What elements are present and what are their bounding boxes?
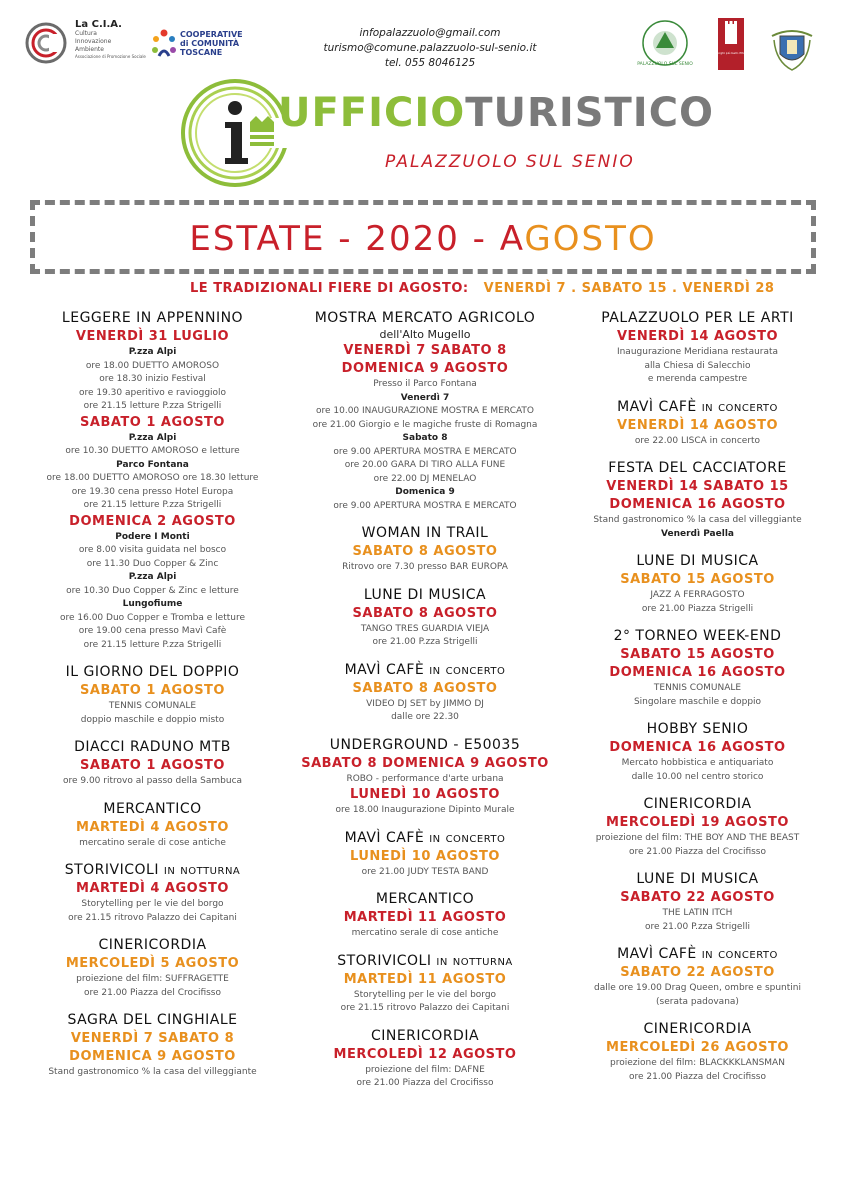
event-detail: ore 21.00 P.zza Strigelli [372, 637, 478, 647]
event-detail: TENNIS COMUNALE [653, 683, 742, 693]
event-detail: ore 21.15 letture P.zza Strigelli [83, 500, 222, 510]
event-detail: ore 18.00 DUETTO AMOROSO [85, 360, 220, 371]
event-block [565, 308, 830, 387]
event-detail: dalle ore 19.00 Drag Queen, ombre e spuntini [594, 983, 801, 993]
event-detail: ore 10.30 DUETTO AMOROSO e letture [65, 446, 240, 456]
event-detail: TENNIS COMUNALE [108, 701, 197, 711]
event-title: MAVÌ CAFÈ in concerto [344, 661, 506, 678]
fiere-dates: VENERDÌ 7 . SABATO 15 . VENERDÌ 28 [483, 281, 775, 296]
cia-logo [25, 20, 165, 70]
event-detail: ore 21.00 Piazza del Crocifisso [356, 1078, 494, 1088]
event-venue: P.zza Alpi [128, 347, 177, 357]
event-title: 2° TORNEO WEEK-END [613, 628, 782, 644]
event-detail: mercatino serale di cose antiche [351, 928, 499, 938]
events-column-2 [290, 308, 560, 1101]
event-date: SABATO 22 AGOSTO [620, 890, 775, 905]
event-date: SABATO 22 AGOSTO [620, 965, 775, 980]
event-detail: dalle 10.00 nel centro storico [631, 771, 764, 782]
event-title: UNDERGROUND - E50035 [329, 736, 521, 753]
event-title: PALAZZUOLO PER LE ARTI [601, 310, 794, 326]
event-date: MERCOLEDÌ 12 AGOSTO [333, 1046, 517, 1062]
event-detail: ore 19.30 cena presso Hotel Europa [71, 486, 234, 497]
event-date: SABATO 1 AGOSTO [80, 683, 225, 698]
event-block [565, 458, 830, 541]
event-title: CINERICORDIA [370, 1027, 480, 1044]
event-block [20, 799, 285, 851]
event-title: CINERICORDIA [643, 1021, 752, 1037]
event-date: SABATO 8 AGOSTO [352, 605, 498, 621]
event-detail: ore 20.00 GARA DI TIRO ALLA FUNE [344, 460, 506, 470]
event-venue: Venerdì 7 [400, 392, 450, 403]
banner-title-part2: GOSTO [524, 219, 657, 259]
event-title: CINERICORDIA [643, 796, 752, 812]
event-venue: Lungofiume [122, 599, 183, 609]
event-detail: ore 21.00 Piazza Strigelli [641, 603, 754, 614]
event-title: CINERICORDIA [98, 937, 207, 953]
event-block [290, 735, 560, 818]
event-block [565, 794, 830, 859]
event-detail: ore 9.00 APERTURA MOSTRA E MERCATO [333, 446, 517, 457]
event-block [290, 828, 560, 880]
event-date: MERCOLEDÌ 26 AGOSTO [606, 1040, 789, 1055]
event-title: STORIVICOLI in notturna [64, 862, 241, 878]
event-detail: proiezione del film: SUFFRAGETTE [76, 974, 229, 984]
coop-line1: COOPERATIVE [180, 30, 243, 39]
event-detail: (serata padovana) [656, 996, 739, 1007]
event-date: DOMENICA 2 AGOSTO [69, 513, 236, 529]
event-detail: ore 22.00 DJ MENELAO [373, 473, 477, 484]
event-block [290, 585, 560, 650]
events-column-1 [20, 308, 285, 1090]
event-date: VENERDÌ 31 LUGLIO [75, 329, 230, 344]
banner-title [35, 219, 811, 259]
event-detail: dalle ore 22.30 [391, 712, 459, 722]
cia-circle-icon [25, 22, 67, 64]
event-block [290, 889, 560, 941]
event-date: SABATO 8 AGOSTO [352, 680, 498, 696]
contacts [300, 26, 560, 71]
event-block [565, 944, 830, 1009]
brand-logo [180, 78, 715, 188]
event-date: VENERDÌ 7 SABATO 8 [343, 343, 507, 358]
event-detail: Storytelling per le vie del borgo [353, 989, 497, 1000]
event-detail: ore 9.00 ritrovo al passo della Sambuca [62, 776, 243, 786]
event-detail: ore 21.15 ritrovo Palazzo dei Capitani [68, 912, 237, 923]
contact-phone: tel. 055 8046125 [384, 57, 476, 69]
event-date: SABATO 15 AGOSTO [620, 647, 775, 662]
event-date: SABATO 8 DOMENICA 9 AGOSTO [301, 755, 549, 771]
event-detail: ore 21.15 letture P.zza Strigelli [83, 401, 222, 411]
event-detail: ore 10.30 Duo Copper & Zinc e letture [66, 585, 239, 596]
fiere-label: LE TRADIZIONALI FIERE DI AGOSTO: [190, 281, 469, 296]
event-detail: VIDEO DJ SET by JIMMO DJ [366, 698, 484, 709]
event-date: MERCOLEDÌ 19 AGOSTO [606, 815, 789, 830]
event-date: SABATO 8 AGOSTO [352, 544, 498, 559]
event-detail: ore 22.00 LISCA in concerto [634, 435, 761, 446]
event-date: MARTEDÌ 4 AGOSTO [76, 881, 229, 896]
event-date: DOMENICA 9 AGOSTO [69, 1049, 236, 1064]
event-detail: ore 21.15 ritrovo Palazzo dei Capitani [340, 1003, 510, 1013]
event-date: DOMENICA 16 AGOSTO [609, 665, 786, 680]
event-venue: Podere I Monti [115, 531, 190, 542]
event-detail: proiezione del film: THE BOY AND THE BEAST [595, 833, 800, 843]
event-detail: ore 21.00 JUDY TESTA BAND [361, 866, 489, 877]
event-detail: e merenda campestre [647, 374, 748, 384]
event-detail: ore 19.30 aperitivo e ravioggiolo [78, 387, 227, 398]
event-block [565, 869, 830, 934]
event-block [20, 737, 285, 789]
event-subtitle: dell'Alto Mugello [379, 328, 471, 341]
coop-people-icon [150, 28, 178, 60]
borghi-text: I Borghi più belli d'Italia [713, 51, 749, 55]
event-detail: Inaugurazione Meridiana restaurata [616, 347, 779, 357]
event-detail: ore 18.30 inizio Festival [99, 374, 206, 384]
event-block [290, 523, 560, 575]
event-block [565, 1019, 830, 1084]
event-block [20, 860, 285, 925]
contact-email-2[interactable]: turismo@comune.palazzuolo-sul-senio.it [323, 42, 537, 54]
event-venue: Parco Fontana [116, 459, 189, 470]
event-date: VENERDÌ 14 SABATO 15 [606, 479, 789, 494]
event-title: MAVÌ CAFÈ in concerto [617, 946, 778, 962]
contact-email-1[interactable]: infopalazzuolo@gmail.com [359, 27, 501, 39]
event-detail: ore 21.00 P.zza Strigelli [645, 921, 750, 932]
event-date: MARTEDÌ 11 AGOSTO [343, 910, 507, 925]
event-title: HOBBY SENIO [646, 721, 749, 737]
palazzuolo-seal-icon [637, 18, 693, 68]
event-title: DIACCI RADUNO MTB [74, 739, 231, 755]
event-date: VENERDÌ 14 AGOSTO [616, 417, 779, 433]
event-detail: Singolare maschile e doppio [633, 696, 762, 707]
event-date: LUNEDÌ 10 AGOSTO [350, 848, 500, 864]
banner-title-part1: ESTATE - 2020 - A [189, 219, 525, 259]
event-date: DOMENICA 9 AGOSTO [341, 361, 509, 376]
event-title: LUNE DI MUSICA [363, 586, 487, 603]
event-venue: Venerdì Paella [661, 528, 734, 539]
event-date: LUNEDÌ 10 AGOSTO [350, 787, 500, 802]
event-detail: mercatino serale di cose antiche [79, 837, 226, 848]
event-block [20, 935, 285, 1000]
event-detail: THE LATIN ITCH [662, 908, 733, 918]
event-detail: ore 11.30 Duo Copper & Zinc [86, 558, 219, 569]
event-detail: proiezione del film: DAFNE [365, 1064, 485, 1075]
event-detail: Mercato hobbistica e antiquariato [621, 758, 774, 768]
event-block [290, 951, 560, 1016]
cia-line2: Innovazione [75, 38, 112, 45]
event-detail: doppio maschile e doppio misto [80, 714, 225, 725]
event-block [565, 397, 830, 449]
event-detail: ore 16.00 Duo Copper e Tromba e letture [59, 612, 246, 623]
event-block [20, 662, 285, 727]
event-detail: ore 21.00 Piazza del Crocifisso [628, 846, 766, 857]
event-date: SABATO 1 AGOSTO [80, 758, 225, 773]
event-block [565, 551, 830, 616]
event-date: SABATO 1 AGOSTO [80, 414, 225, 430]
event-title: LEGGERE IN APPENNINO [61, 310, 244, 326]
event-title: SAGRA DEL CINGHIALE [67, 1012, 238, 1028]
event-venue: Domenica 9 [395, 487, 455, 497]
event-date: VENERDÌ 14 AGOSTO [616, 329, 779, 344]
event-detail: ore 18.00 Inaugurazione Dipinto Murale [335, 805, 515, 815]
event-block [565, 719, 830, 784]
cia-line3: Ambiente [75, 46, 104, 53]
event-detail: ore 21.00 Giorgio e le magiche fruste di Romagna [312, 419, 538, 430]
event-title: WOMAN IN TRAIL [361, 525, 489, 541]
fiere-line [190, 281, 774, 296]
event-block [20, 1010, 285, 1080]
cia-title: La C.I.A. [75, 19, 122, 30]
event-detail: JAZZ A FERRAGOSTO [650, 590, 745, 600]
event-title: LUNE DI MUSICA [636, 871, 759, 887]
event-block [290, 660, 560, 725]
event-title: FESTA DEL CACCIATORE [608, 460, 787, 476]
event-title: MERCANTICO [375, 891, 475, 907]
brand-title [278, 90, 714, 136]
event-detail: proiezione del film: BLACKKKLANSMAN [610, 1058, 785, 1068]
event-detail: Ritrovo ore 7.30 presso BAR EUROPA [342, 562, 508, 572]
event-block [565, 626, 830, 709]
event-detail: Stand gastronomico % la casa del villeggiante [593, 515, 802, 525]
event-venue: Sabato 8 [402, 433, 448, 443]
event-venue: P.zza Alpi [128, 572, 177, 582]
cia-line4: Associazione di Promozione Sociale [75, 54, 146, 59]
event-date: MARTEDÌ 4 AGOSTO [76, 819, 229, 835]
event-title: STORIVICOLI in notturna [337, 952, 513, 969]
brand-title-part2: TURISTICO [465, 90, 715, 136]
event-detail: alla Chiesa di Salecchio [644, 360, 751, 371]
event-detail: ore 9.00 APERTURA MOSTRA E MERCATO [333, 500, 517, 511]
event-title: MAVÌ CAFÈ in concerto [344, 829, 506, 846]
event-detail: ore 21.00 Piazza del Crocifisso [83, 987, 221, 998]
event-block [290, 1026, 560, 1091]
seal-text: PALAZZUOLO SUL SENIO [637, 62, 693, 67]
season-banner [30, 200, 816, 274]
event-date: MARTEDÌ 11 AGOSTO [343, 971, 507, 987]
event-title: LUNE DI MUSICA [636, 553, 759, 569]
brand-title-part1: UFFICIO [278, 90, 466, 136]
info-i-icon [180, 78, 290, 188]
event-date: MERCOLEDÌ 5 AGOSTO [65, 956, 240, 971]
borghi-badge-icon [713, 18, 749, 70]
coop-line2: di COMUNITÀ [180, 39, 240, 48]
event-detail: ore 18.00 DUETTO AMOROSO ore 18.30 letture [46, 473, 259, 483]
event-block [290, 308, 560, 513]
coat-of-arms-icon [768, 26, 816, 72]
event-title: IL GIORNO DEL DOPPIO [65, 664, 240, 680]
event-detail: ore 21.00 Piazza del Crocifisso [628, 1071, 766, 1082]
event-venue: P.zza Alpi [128, 432, 177, 443]
event-detail: ore 19.00 cena presso Mavì Cafè [78, 626, 227, 636]
brand-subtitle: PALAZZUOLO SUL SENIO [385, 152, 635, 172]
event-detail: Storytelling per le vie del borgo [81, 899, 224, 909]
event-date: VENERDÌ 7 SABATO 8 [70, 1031, 235, 1046]
cia-line1: Cultura [75, 30, 97, 37]
events-column-3 [565, 308, 830, 1094]
event-detail: ore 10.00 INAUGURAZIONE MOSTRA E MERCATO [315, 406, 535, 416]
event-title: MERCANTICO [103, 800, 202, 817]
event-detail: Presso il Parco Fontana [373, 379, 477, 389]
event-block [20, 308, 285, 652]
event-detail: Stand gastronomico % la casa del villeggiante [48, 1067, 257, 1077]
event-detail: TANGO TRES GUARDIA VIEJA [360, 623, 490, 634]
event-date: SABATO 15 AGOSTO [620, 572, 775, 587]
event-date: DOMENICA 16 AGOSTO [609, 740, 786, 755]
event-detail: ore 21.15 letture P.zza Strigelli [83, 639, 222, 650]
event-detail: ROBO - performance d'arte urbana [346, 773, 504, 784]
event-title: MOSTRA MERCATO AGRICOLO [314, 310, 536, 326]
coop-line3: TOSCANE [180, 48, 223, 57]
event-detail: ore 8.00 visita guidata nel bosco [78, 545, 227, 555]
coop-logo [150, 26, 270, 66]
event-date: DOMENICA 16 AGOSTO [609, 497, 786, 512]
event-title: MAVÌ CAFÈ in concerto [617, 398, 778, 415]
